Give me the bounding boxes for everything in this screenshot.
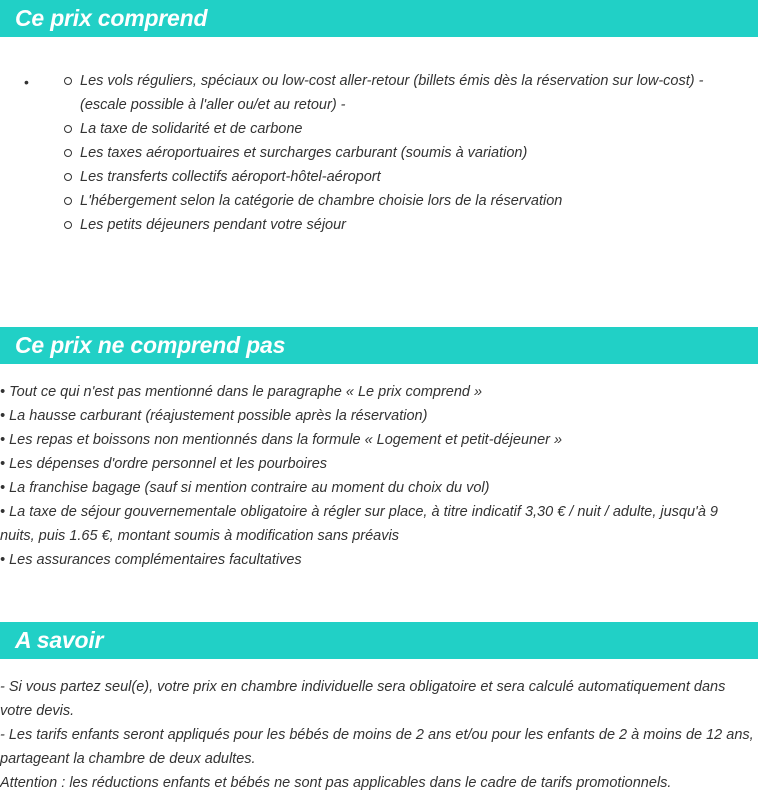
circle-bullet-icon [64,197,72,205]
info-line: Attention : les réductions enfants et bébés ne sont pas applicables dans le cadre de tarifs promotionnels. [0,775,672,791]
list-item: Les petits déjeuners pendant votre séjour [64,213,744,237]
list-item: Les transferts collectifs aéroport-hôtel-aéroport [64,165,744,189]
included-list [64,69,744,237]
list-item: • Les repas et boissons non mentionnés dans la formule « Logement et petit-déjeuner » [0,432,563,448]
circle-bullet-icon [64,125,72,133]
list-item: Les vols réguliers, spéciaux ou low-cost aller-retour (billets émis dès la réservation sur low-cost) - (escale possible à l'aller ou/et au retour) - [64,69,744,117]
section-header-included [0,0,758,37]
excluded-list [0,380,756,572]
info-text [0,675,756,795]
circle-bullet-icon [64,77,72,85]
list-item: • La taxe de séjour gouvernementale obligatoire à régler sur place, à titre indicatif 3,30 € / nuit / adulte, jusqu'à 9 nuits, puis 1.65 €, montant soumis à modification sans préavis [0,504,718,544]
info-line: - Si vous partez seul(e), votre prix en chambre individuelle sera obligatoire et sera calculé automatiquement dans votre devis. [0,679,726,719]
outer-bullet: • [24,74,29,90]
circle-bullet-icon [64,221,72,229]
circle-bullet-icon [64,173,72,181]
list-item: L'hébergement selon la catégorie de chambre choisie lors de la réservation [64,189,744,213]
list-item: • La hausse carburant (réajustement possible après la réservation) [0,408,428,424]
section-header-excluded [0,327,758,364]
info-line: - Les tarifs enfants seront appliqués pour les bébés de moins de 2 ans et/ou pour les enfants de 2 à moins de 12 ans, partageant la chambre de deux adultes. [0,727,754,767]
list-item: • La franchise bagage (sauf si mention contraire au moment du choix du vol) [0,480,490,496]
list-item: • Les dépenses d'ordre personnel et les pourboires [0,456,328,472]
circle-bullet-icon [64,149,72,157]
section-title-info: A savoir [15,627,104,653]
section-header-info [0,622,758,659]
list-item: La taxe de solidarité et de carbone [64,117,744,141]
section-title-excluded: Ce prix ne comprend pas [15,332,286,358]
list-item: • Les assurances complémentaires facultatives [0,552,302,568]
list-item: Les taxes aéroportuaires et surcharges carburant (soumis à variation) [64,141,744,165]
section-title-included: Ce prix comprend [15,5,208,31]
list-item: • Tout ce qui n'est pas mentionné dans le paragraphe « Le prix comprend » [0,384,483,400]
